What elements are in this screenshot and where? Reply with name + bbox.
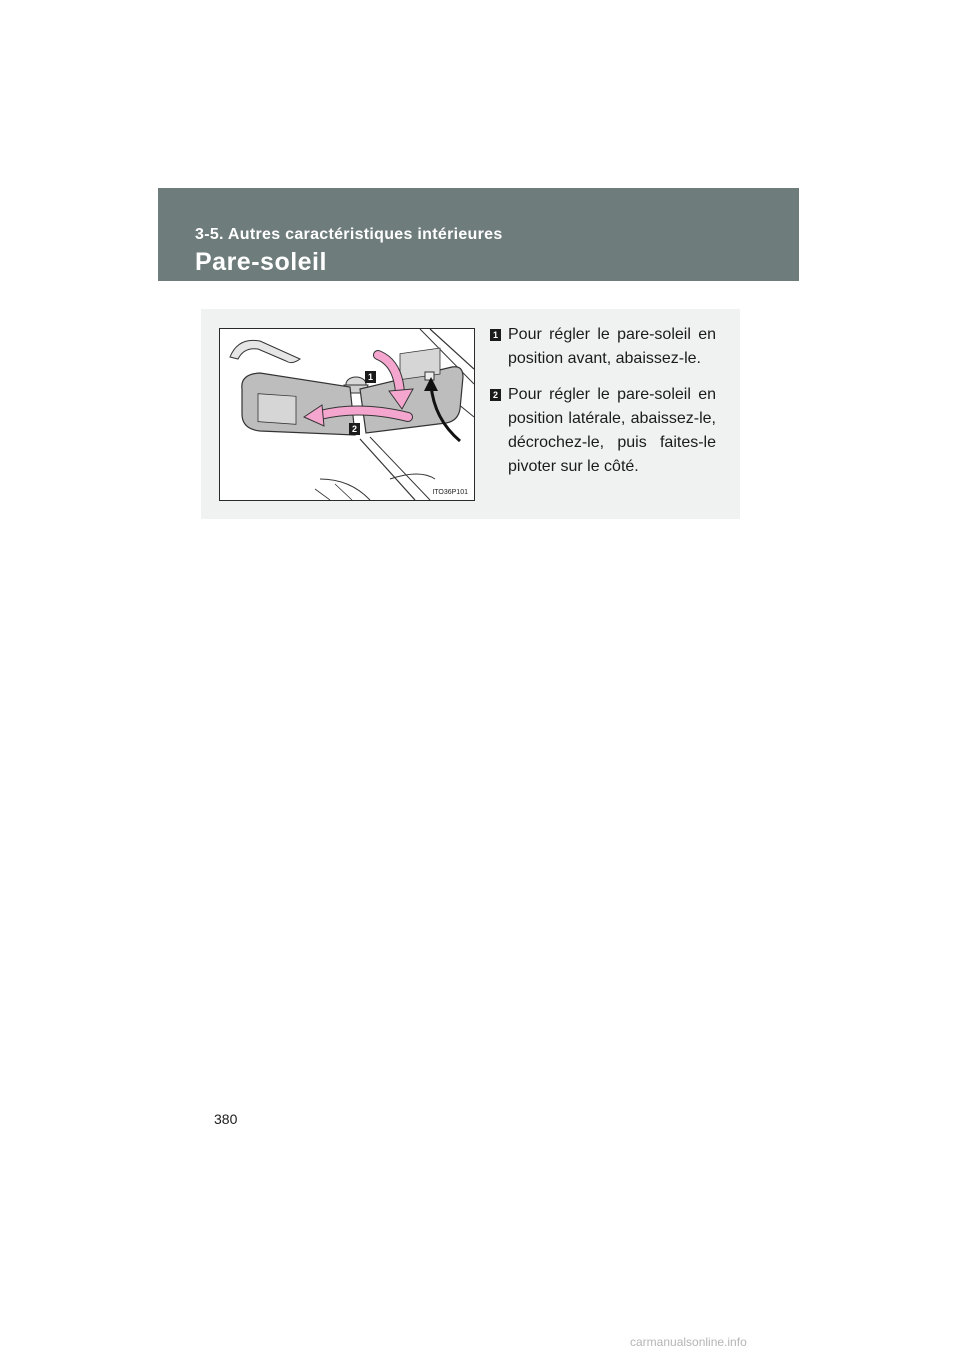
callout-1: 1 [365, 371, 376, 383]
step-text-2: Pour régler le pare-soleil en position latérale, abaissez-le, décrochez-le, puis faites-le pivoter sur le côté. [508, 386, 716, 475]
step-2 [490, 383, 716, 479]
step-1 [490, 323, 716, 371]
callout-2: 2 [349, 423, 360, 435]
page-number: 380 [214, 1111, 238, 1127]
page-title: Pare-soleil [195, 248, 327, 276]
figure-code: ITO36P101 [432, 489, 468, 496]
content-box [201, 309, 740, 519]
chapter-header [158, 188, 799, 281]
step-list [490, 323, 716, 491]
watermark: carmanualsonline.info [630, 1335, 747, 1349]
step-text-1: Pour régler le pare-soleil en position avant, abaissez-le. [508, 326, 716, 367]
step-number-1: 1 [490, 329, 501, 341]
sun-visor-illustration [219, 328, 475, 501]
section-label: 3-5. Autres caractéristiques intérieures [195, 226, 503, 243]
step-number-2: 2 [490, 389, 501, 401]
illustration-drawing [220, 329, 474, 500]
